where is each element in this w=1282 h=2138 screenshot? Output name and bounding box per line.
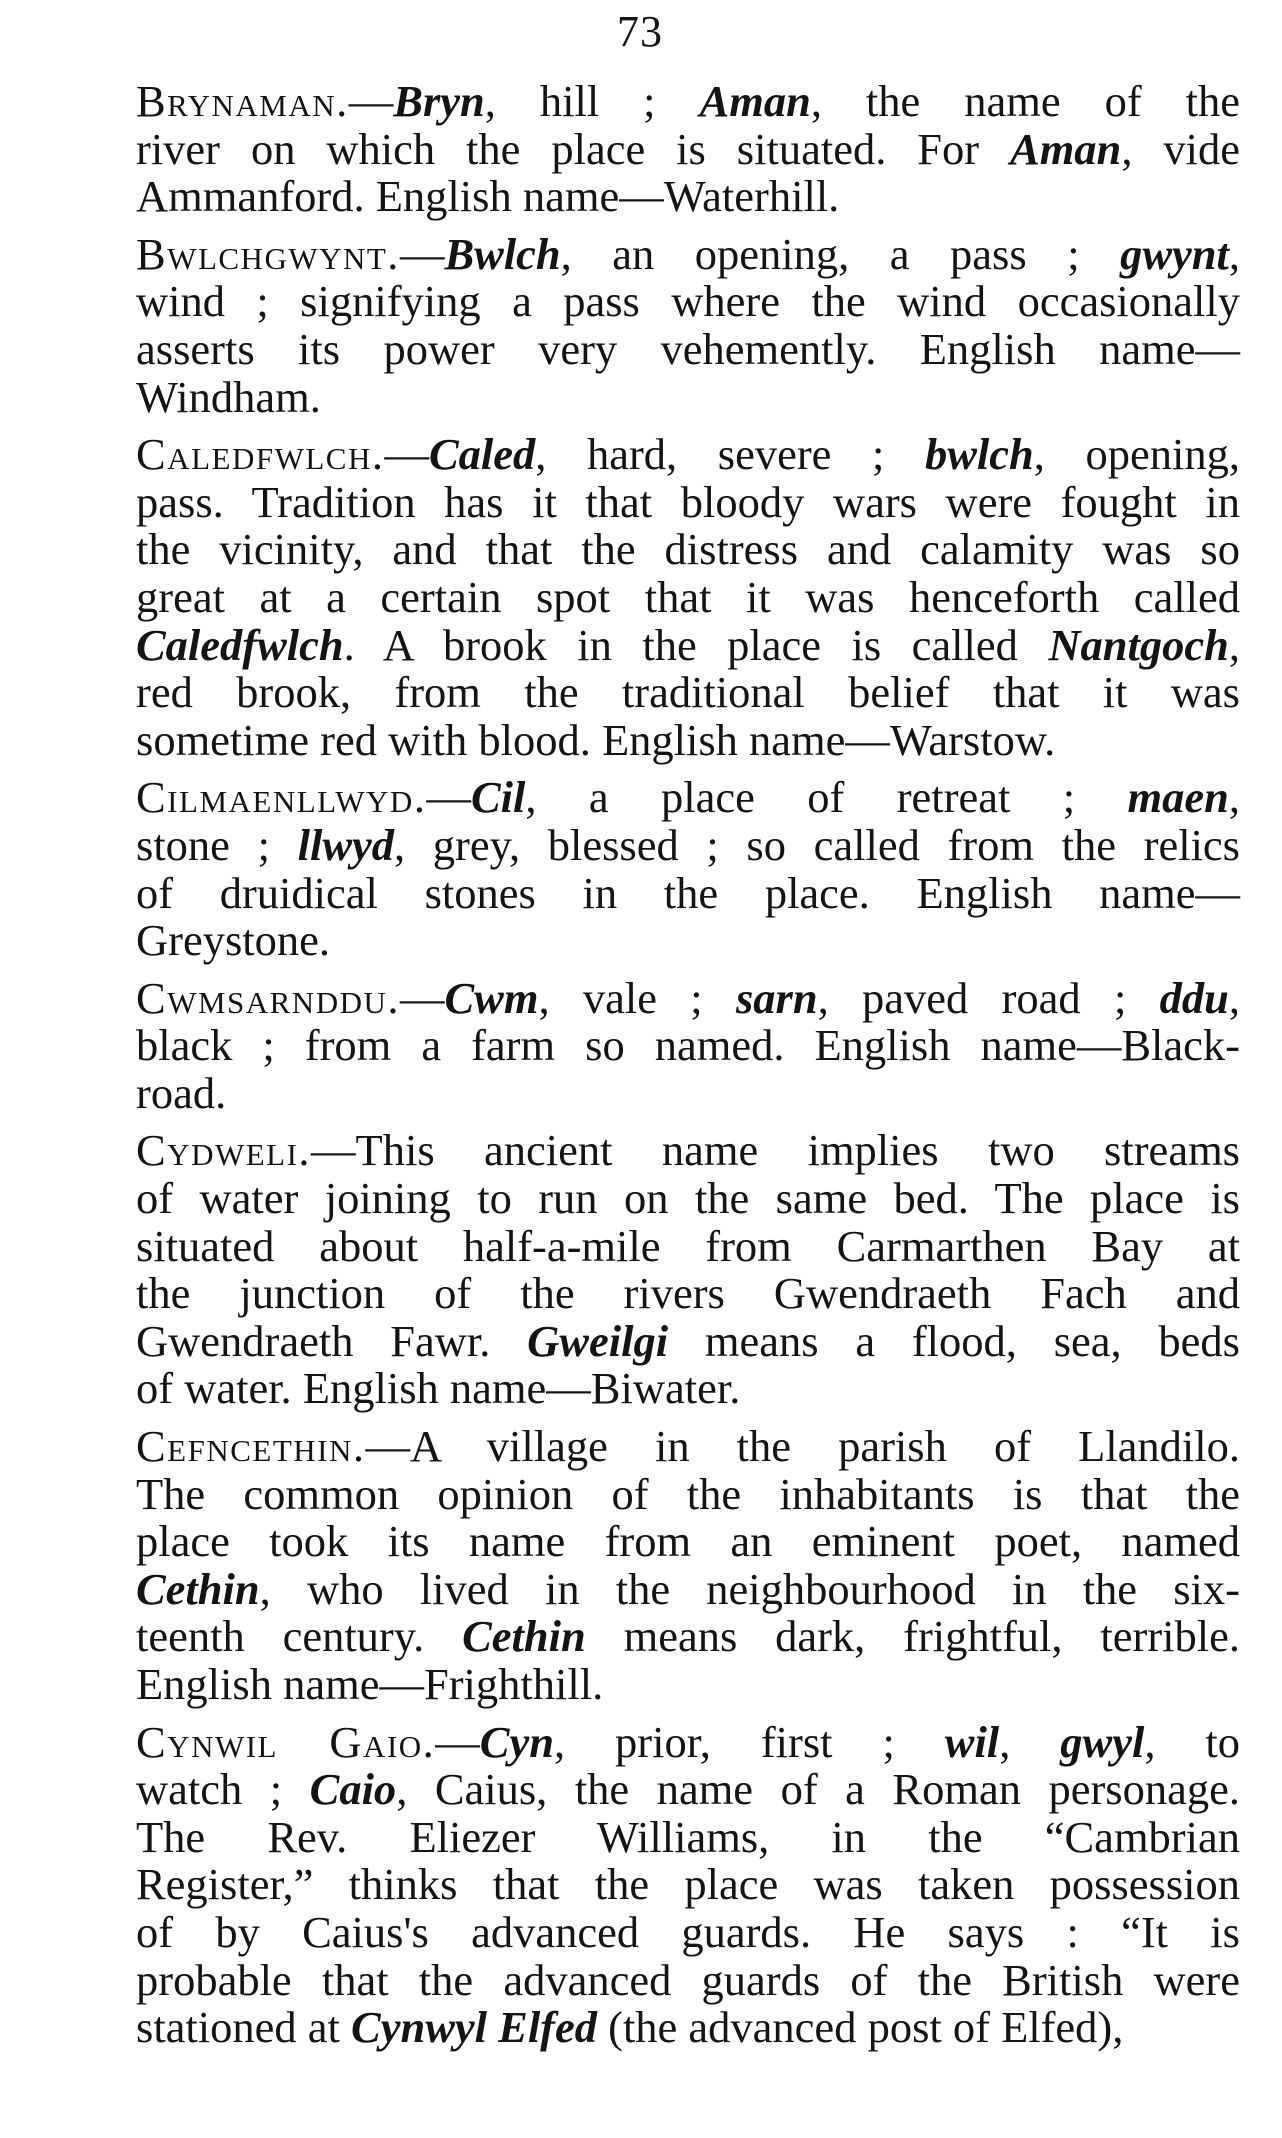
text-line (40, 1468, 1240, 1519)
welsh-word: wil (944, 1716, 1000, 1767)
text-run: Gwendraeth Fawr. (136, 1315, 528, 1366)
welsh-word: Cyn (479, 1716, 554, 1767)
text-line (40, 867, 1240, 918)
text-run: teenth century. (136, 1611, 463, 1662)
text-line (40, 2004, 1240, 2052)
text-line (40, 1613, 1240, 1661)
text-run: black ; from a farm so named. English name—Black- (136, 1020, 1240, 1071)
text-run: sometime red with blood. English name—Warstow. (136, 714, 1056, 765)
text-line (40, 1220, 1240, 1271)
text-run: means a flood, sea, beds (668, 1315, 1240, 1366)
text-run: , to (1144, 1716, 1240, 1767)
glossary-entry (40, 228, 1240, 422)
dash: — (384, 429, 429, 480)
welsh-word: Cynwyl Elfed (351, 2002, 597, 2053)
text-run: The common opinion of the inhabitants is that the (136, 1468, 1240, 1519)
text-run: , who lived in the neighbourhood in the six- (259, 1563, 1240, 1614)
text-line (40, 78, 1240, 126)
text-run: , prior, first ; (553, 1716, 945, 1767)
headword: Caledfwlch. (136, 429, 385, 480)
headword: Brynaman. (136, 76, 349, 126)
text-run: , an opening, a pass ; (560, 228, 1121, 279)
text-run: , hill ; (484, 76, 700, 126)
text-run: Ammanford. English name—Waterhill. (136, 171, 840, 222)
text-run: , opening, (1033, 429, 1240, 480)
text-line (40, 1127, 1240, 1175)
text-run: . A brook in the place is called (343, 619, 1049, 670)
dash: — (435, 1716, 480, 1767)
text-run: (the advanced post of Elfed), (597, 2002, 1124, 2053)
text-line (40, 228, 1240, 279)
text-run: stone ; (136, 819, 298, 870)
text-run: , paved road ; (817, 972, 1160, 1023)
text-run: , (1228, 972, 1241, 1023)
text-run: the vicinity, and that the distress and calamity was so (136, 524, 1240, 575)
text-run: stationed at (136, 2002, 352, 2053)
text-line (40, 1423, 1240, 1471)
text-run: road. (136, 1067, 227, 1118)
text-line (40, 526, 1240, 574)
text-run: of water. English name—Biwater. (136, 1363, 741, 1414)
text-run: , vide (1121, 123, 1240, 174)
text-run: place took its name from an eminent poet, named (136, 1516, 1240, 1567)
text-run: , hard, severe ; (535, 429, 925, 480)
glossary-entry (40, 972, 1241, 1118)
headword: Cefncethin. (136, 1421, 366, 1472)
text-run: of druidical stones in the place. English name— (136, 867, 1240, 918)
text-line (40, 774, 1240, 822)
text-line (40, 669, 1240, 717)
text-run: river on which the place is situated. For (136, 123, 1011, 174)
headword: Cydweli. (136, 1125, 312, 1176)
text-line (40, 1315, 1240, 1366)
text-line (40, 1811, 1240, 1862)
text-line (40, 917, 1240, 965)
glossary-entry (40, 1127, 1240, 1413)
welsh-word: Cwm (444, 972, 539, 1023)
text-run: Register,” thinks that the place was taken possession (136, 1859, 1240, 1910)
welsh-word: Caledfwlch (136, 619, 344, 670)
welsh-word: Nantgoch (1048, 619, 1229, 670)
text-run: , a place of retreat ; (525, 772, 1128, 823)
text-run: , the name of the (810, 76, 1240, 126)
entry-list (40, 78, 1240, 2052)
dash: — (426, 772, 471, 823)
headword: Cynwil Gaio. (136, 1716, 436, 1767)
text-line (40, 972, 1241, 1023)
welsh-word: gwynt (1120, 228, 1229, 279)
text-line (40, 476, 1240, 527)
text-line (40, 571, 1240, 622)
dash: — (399, 972, 445, 1023)
welsh-word: Caled (428, 429, 536, 480)
welsh-word: Cil (470, 772, 526, 823)
text-line (40, 1175, 1240, 1223)
text-line (40, 1716, 1240, 1767)
text-line (40, 1563, 1240, 1614)
text-run: , (1228, 228, 1240, 279)
text-run: Windham. (136, 371, 321, 422)
text-line (40, 431, 1240, 479)
text-line (40, 1954, 1240, 2005)
text-run: , vale ; (538, 972, 736, 1023)
glossary-entry (40, 78, 1240, 221)
text-line (40, 714, 1240, 765)
glossary-entry (40, 1716, 1240, 2053)
text-run: , (999, 1716, 1061, 1767)
text-line (40, 123, 1240, 174)
welsh-word: Caio (309, 1764, 397, 1815)
welsh-word: Bwlch (444, 228, 561, 279)
text-line (40, 1861, 1240, 1909)
welsh-word: Aman (1010, 123, 1122, 174)
welsh-word: Aman (699, 76, 811, 126)
text-line (40, 1661, 1240, 1709)
text-line (40, 819, 1241, 870)
text-run: watch ; (136, 1764, 310, 1815)
dash: — (348, 76, 394, 126)
glossary-entry (40, 774, 1240, 964)
dash: — (399, 228, 445, 279)
text-run: pass. Tradition has it that bloody wars were fought in (136, 476, 1240, 527)
text-run: situated about half-a-mile from Carmarthen Bay at (136, 1220, 1240, 1271)
text-run: , (1228, 772, 1240, 823)
text-run: of by Caius's advanced guards. He says : “It is (136, 1906, 1240, 1957)
text-line (40, 173, 1240, 221)
headword: Bwlchgwynt. (136, 228, 400, 279)
welsh-word: bwlch (924, 429, 1034, 480)
headword: Cilmaenllwyd. (136, 772, 427, 823)
text-line (40, 1022, 1240, 1070)
text-run: The Rev. Eliezer Williams, in the “Cambrian (136, 1811, 1240, 1862)
text-run: of water joining to run on the same bed. The place is (136, 1173, 1240, 1224)
text-run: Greystone. (136, 915, 331, 966)
text-run: —A village in the parish of Llandilo. (365, 1421, 1240, 1472)
text-line (40, 278, 1240, 326)
welsh-word: llwyd (297, 819, 395, 870)
text-run: , (1228, 619, 1240, 670)
text-run: the junction of the rivers Gwendraeth Fach and (136, 1268, 1240, 1319)
welsh-word: Bryn (393, 76, 485, 126)
text-line (40, 1270, 1240, 1318)
page-number: 73 (617, 7, 663, 56)
text-run: great at a certain spot that it was henceforth called (136, 571, 1240, 622)
text-line (40, 323, 1240, 374)
text-run: —This ancient name implies two streams (311, 1125, 1240, 1176)
text-line (40, 1518, 1240, 1566)
glossary-entry (40, 1423, 1240, 1709)
text-line (40, 1766, 1240, 1814)
welsh-word: Gweilgi (527, 1315, 669, 1366)
welsh-word: Cethin (462, 1611, 586, 1662)
glossary-entry (40, 431, 1240, 764)
welsh-word: ddu (1159, 972, 1229, 1023)
text-run: asserts its power very vehemently. English name— (136, 323, 1240, 374)
text-run: probable that the advanced guards of the British were (136, 1954, 1240, 2005)
text-run: red brook, from the traditional belief that it was (136, 667, 1240, 718)
text-run: , Caius, the name of a Roman personage. (396, 1764, 1240, 1815)
text-line (40, 371, 1240, 422)
text-line (40, 1906, 1240, 1957)
text-line (40, 1067, 1240, 1118)
headword: Cwmsarnddu. (136, 972, 400, 1023)
text-run: wind ; signifying a pass where the wind occasionally (136, 276, 1240, 327)
welsh-word: gwyl (1060, 1716, 1145, 1767)
welsh-word: maen (1127, 772, 1229, 823)
text-line (40, 619, 1240, 670)
text-line (40, 1365, 1240, 1413)
welsh-word: sarn (735, 972, 818, 1023)
welsh-word: Cethin (136, 1563, 260, 1614)
document-page (40, 0, 1240, 2138)
text-run: means dark, frightful, terrible. (585, 1611, 1240, 1662)
text-run: , grey, blessed ; so called from the relics (394, 819, 1241, 870)
text-run: English name—Frighthill. (136, 1659, 604, 1709)
